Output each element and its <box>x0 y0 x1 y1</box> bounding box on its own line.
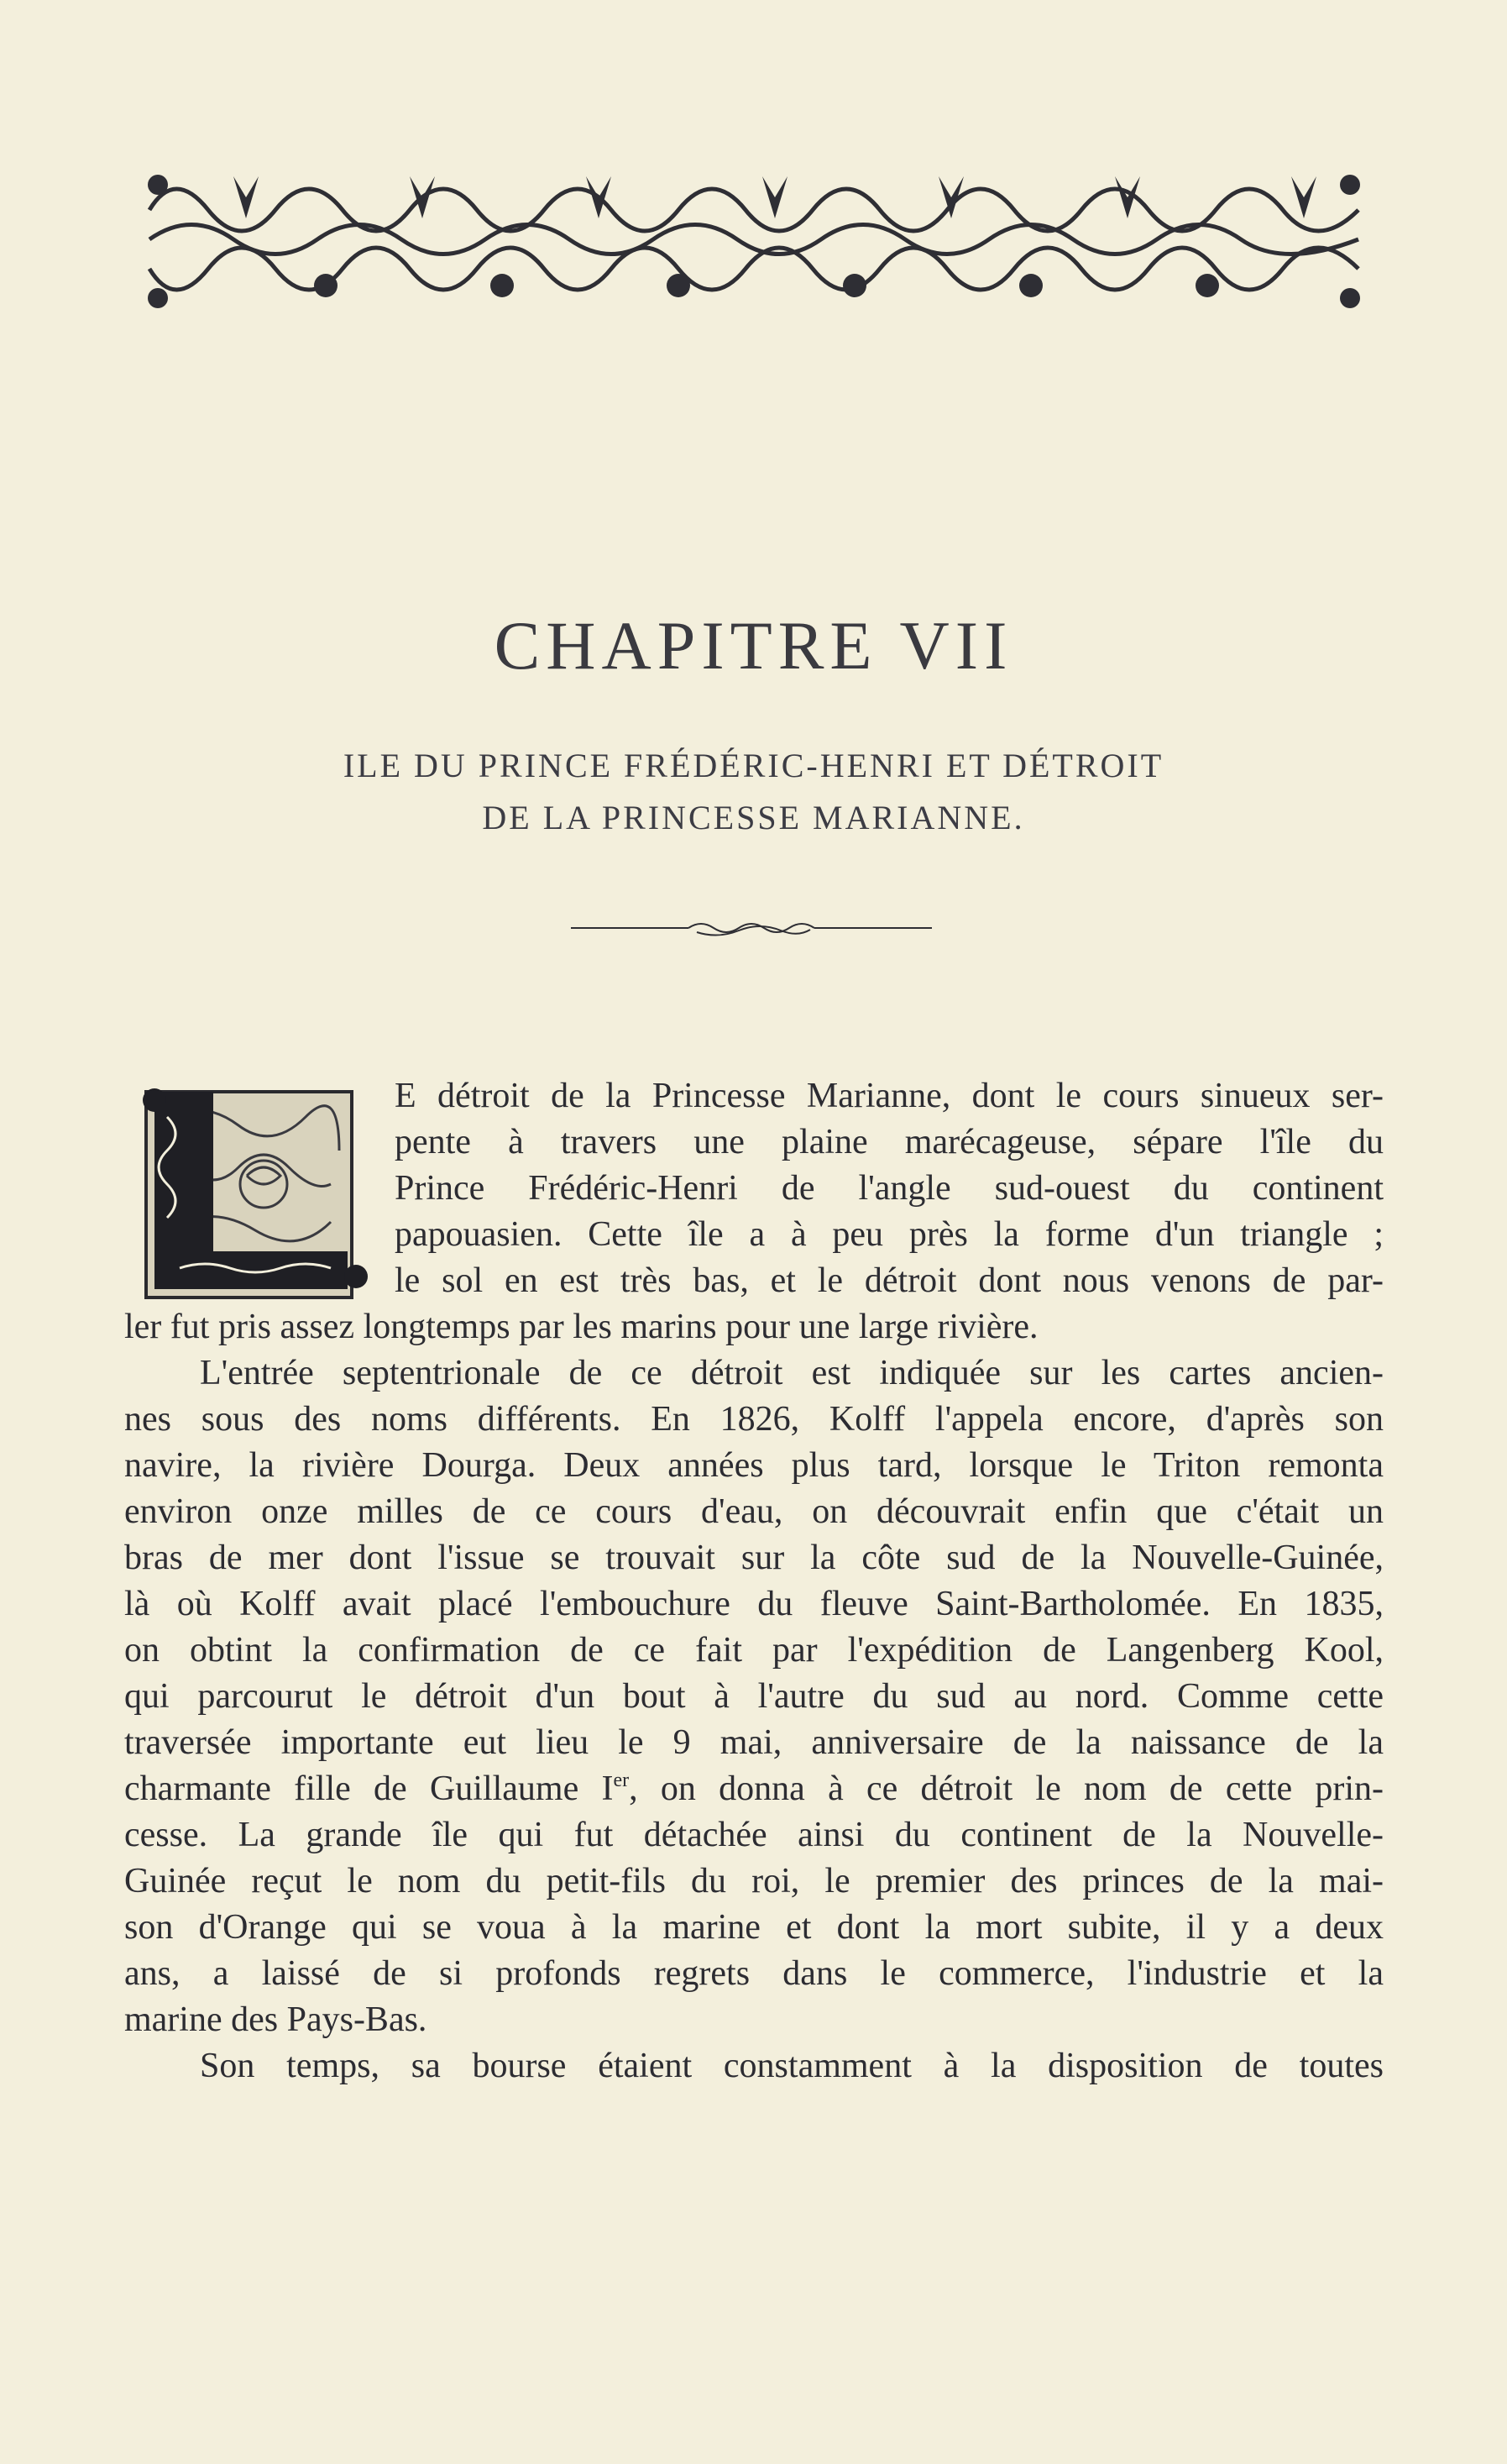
text-line: L'entrée septentrionale de ce détroit est indiquée sur les cartes ancien- <box>200 1354 1384 1392</box>
ornamental-headpiece <box>141 160 1367 319</box>
chapter-subtitle-line2: DE LA PRINCESSE MARIANNE. <box>482 799 1025 836</box>
text-line: E détroit de la Princesse Marianne, dont le cours sinueux ser- <box>395 1077 1384 1115</box>
superscript: er <box>613 1769 630 1791</box>
text-fragment: , on donna à ce détroit le nom de cette prin- <box>629 1769 1384 1808</box>
text-line: bras de mer dont l'issue se trouvait sur la côte sud de la Nouvelle-Guinée, <box>124 1539 1384 1577</box>
text-line: ler fut pris assez longtemps par les marins pour une large rivière. <box>124 1308 1039 1346</box>
body-text <box>124 1304 1384 2089</box>
text-line: on obtint la confirmation de ce fait par l'expédition de Langenberg Kool, <box>124 1631 1384 1670</box>
decorative-rule <box>571 915 932 941</box>
text-line: ans, a laissé de si profonds regrets dans le commerce, l'industrie et la <box>124 1954 1384 1993</box>
text-line: nes sous des noms différents. En 1826, Kolff l'appela encore, d'après son <box>124 1400 1384 1439</box>
text-fragment: charmante fille de Guillaume I <box>124 1769 614 1808</box>
text-line: traversée importante eut lieu le 9 mai, anniversaire de la naissance de la <box>124 1723 1384 1762</box>
text-line: environ onze milles de ce cours d'eau, on découvrait enfin que c'était un <box>124 1492 1384 1531</box>
text-line-with-superscript <box>124 1766 1384 1812</box>
chapter-title: CHAPITRE VII <box>494 607 1013 684</box>
text-line: marine des Pays-Bas. <box>124 2000 427 2039</box>
text-line: son d'Orange qui se voua à la marine et dont la mort subite, il y a deux <box>124 1908 1384 1947</box>
text-line: papouasien. Cette île a à peu près la forme d'un triangle ; <box>395 1215 1384 1254</box>
text-line: qui parcourut le détroit d'un bout à l'autre du sud au nord. Comme cette <box>124 1677 1384 1716</box>
text-line: navire, la rivière Dourga. Deux années plus tard, lorsque le Triton remonta <box>124 1446 1384 1485</box>
chapter-subtitle-line1: ILE DU PRINCE FRÉDÉRIC-HENRI ET DÉTROIT <box>343 747 1164 784</box>
text-line: pente à travers une plaine marécageuse, sépare l'île du <box>395 1123 1384 1161</box>
text-line: Guinée reçut le nom du petit-fils du roi, le premier des princes de la mai- <box>124 1862 1384 1900</box>
paragraph-1-dropcap-block <box>124 1073 1384 1304</box>
text-line: Prince Frédéric-Henri de l'angle sud-ouest du continent <box>395 1169 1384 1208</box>
text-line: là où Kolff avait placé l'embouchure du fleuve Saint-Bartholomée. En 1835, <box>124 1585 1384 1623</box>
text-line: le sol en est très bas, et le détroit dont nous venons de par- <box>395 1261 1384 1300</box>
text-line: cesse. La grande île qui fut détachée ainsi du continent de la Nouvelle- <box>124 1816 1384 1854</box>
text-line: Son temps, sa bourse étaient constamment à la disposition de toutes <box>200 2047 1384 2085</box>
